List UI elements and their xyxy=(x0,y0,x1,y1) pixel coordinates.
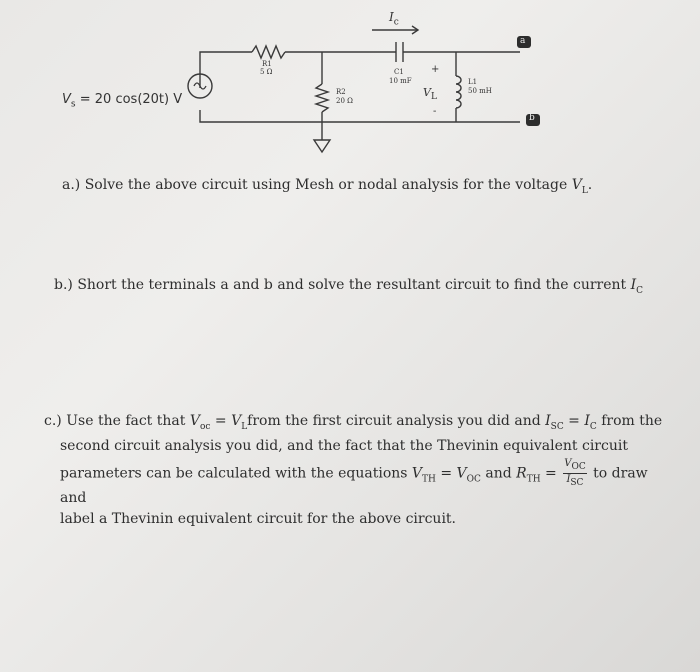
r2-resistor xyxy=(316,84,328,112)
r1-resistor xyxy=(252,46,285,58)
l1-value: 50 mH xyxy=(468,87,492,95)
ground-symbol xyxy=(314,140,330,152)
r1-value: 5 Ω xyxy=(260,68,273,76)
vl-minus: - xyxy=(433,106,437,117)
question-b: b.) Short the terminals a and b and solve the resultant circuit to find the current $I_C$ xyxy=(54,277,644,296)
r2-name: R2 xyxy=(336,88,346,96)
question-c-line1: c.) Use the fact that $V_{oc}$ = $V_Lfrom$ the first circuit analysis you did and $I_{SC} = I_C$ from the xyxy=(44,413,663,432)
r2-value: 20 Ω xyxy=(336,97,353,105)
r1-name: R1 xyxy=(262,60,272,68)
l1-inductor xyxy=(456,76,461,108)
question-c xyxy=(44,412,664,529)
question-a: a.) Solve the above circuit using Mesh or nodal analysis for the voltage $V_L$. xyxy=(62,177,593,196)
c1-name: C1 xyxy=(394,68,404,76)
c1-capacitor xyxy=(396,42,403,62)
terminal-a-label: a xyxy=(520,36,526,46)
ic-label: $I_c$ xyxy=(389,10,399,28)
rth-fraction: $\frac{V_{OC}}{I_{SC}}$ xyxy=(564,457,586,488)
question-c-line2: second circuit analysis you did, and the fact that the Thevinin equivalent circuit xyxy=(60,437,628,454)
terminal-b-label: b xyxy=(529,113,535,123)
vl-plus: + xyxy=(431,64,440,75)
question-c-line3: parameters can be calculated with the equations $V_{TH} = V_{OC}$ and $R_{TH}$ = $\frac{V_{OC}}{I_{SC}}$ to draw and xyxy=(60,457,648,507)
c1-value: 10 mF xyxy=(389,77,412,85)
source-label: $V_s = 20$ cos(20t) V xyxy=(62,92,183,110)
question-c-line4: label a Thevinin equivalent circuit for the above circuit. xyxy=(60,511,456,528)
vl-label: $V_L$ xyxy=(423,86,437,103)
l1-name: L1 xyxy=(468,78,478,86)
